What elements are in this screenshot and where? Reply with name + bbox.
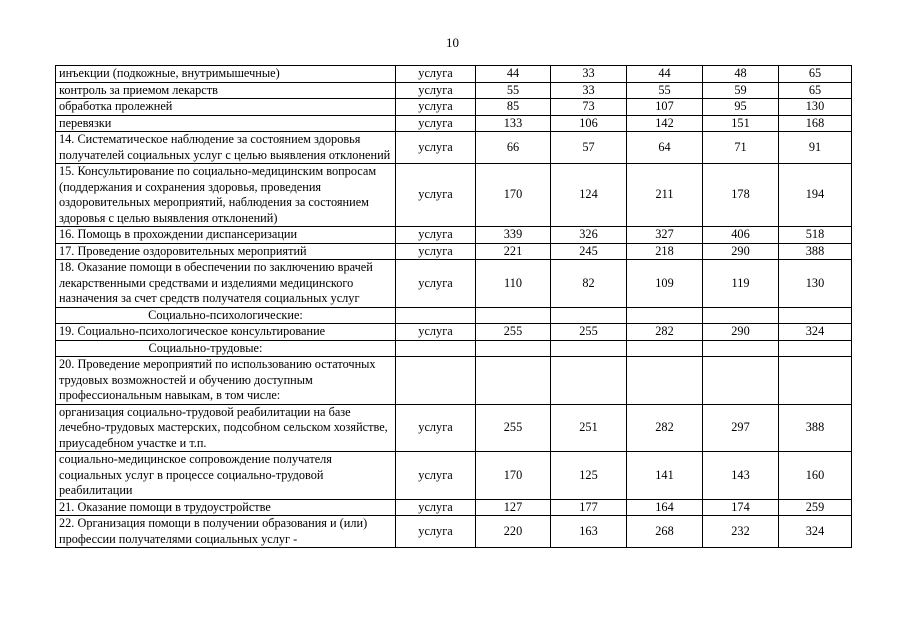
value-cell: 106 — [551, 115, 627, 132]
empty-cell — [779, 307, 852, 324]
empty-cell — [476, 340, 551, 357]
unit-cell: услуга — [396, 164, 476, 227]
unit-cell: услуга — [396, 516, 476, 548]
value-cell: 73 — [551, 99, 627, 116]
table-row — [56, 132, 852, 164]
value-cell: 290 — [703, 324, 779, 341]
value-cell: 245 — [551, 243, 627, 260]
service-name-cell: 14. Систематическое наблюдение за состоянием здоровья получателей социальных услуг с целью выявления отклонений — [56, 132, 396, 164]
value-cell — [476, 357, 551, 405]
value-cell: 44 — [627, 66, 703, 83]
value-cell: 124 — [551, 164, 627, 227]
empty-cell — [396, 307, 476, 324]
value-cell: 91 — [779, 132, 852, 164]
table-row — [56, 452, 852, 500]
table-row — [56, 324, 852, 341]
unit-cell: услуга — [396, 82, 476, 99]
service-name-cell: организация социально-трудовой реабилитации на базе лечебно-трудовых мастерских, подсобном сельском хозяйстве, приусадебном участке и т.п. — [56, 404, 396, 452]
value-cell: 55 — [476, 82, 551, 99]
service-name-cell: 22. Организация помощи в получении образования и (или) профессии получателями социальных услуг - — [56, 516, 396, 548]
unit-cell: услуга — [396, 227, 476, 244]
value-cell: 290 — [703, 243, 779, 260]
value-cell: 174 — [703, 499, 779, 516]
service-name-cell: перевязки — [56, 115, 396, 132]
value-cell: 55 — [627, 82, 703, 99]
value-cell: 71 — [703, 132, 779, 164]
value-cell: 127 — [476, 499, 551, 516]
empty-cell — [476, 307, 551, 324]
service-name-cell: 17. Проведение оздоровительных мероприятий — [56, 243, 396, 260]
empty-cell — [703, 340, 779, 357]
value-cell — [551, 357, 627, 405]
unit-cell: услуга — [396, 452, 476, 500]
table-row — [56, 82, 852, 99]
service-name-cell: 20. Проведение мероприятий по использованию остаточных трудовых возможностей и обучению доступным профессиональным навыкам, в том числе: — [56, 357, 396, 405]
value-cell: 130 — [779, 260, 852, 308]
value-cell: 220 — [476, 516, 551, 548]
value-cell: 268 — [627, 516, 703, 548]
table-row — [56, 499, 852, 516]
value-cell: 211 — [627, 164, 703, 227]
value-cell: 232 — [703, 516, 779, 548]
value-cell — [779, 357, 852, 405]
value-cell: 282 — [627, 324, 703, 341]
value-cell: 178 — [703, 164, 779, 227]
unit-cell: услуга — [396, 243, 476, 260]
empty-cell — [396, 340, 476, 357]
value-cell: 339 — [476, 227, 551, 244]
table-row — [56, 227, 852, 244]
value-cell: 57 — [551, 132, 627, 164]
table-row — [56, 66, 852, 83]
value-cell: 130 — [779, 99, 852, 116]
value-cell: 65 — [779, 82, 852, 99]
services-table — [55, 65, 852, 548]
empty-cell — [627, 307, 703, 324]
table-row — [56, 99, 852, 116]
service-name-cell: 15. Консультирование по социально-медицинским вопросам (поддержания и сохранения здоровья, проведения оздоровительных мероприятий, наблюдения за состоянием здоровья с целью выявления отклонений) — [56, 164, 396, 227]
section-heading: Социально-трудовые: — [148, 340, 263, 355]
value-cell: 163 — [551, 516, 627, 548]
section-row — [56, 340, 852, 357]
unit-cell: услуга — [396, 132, 476, 164]
value-cell: 324 — [779, 516, 852, 548]
section-row — [56, 307, 852, 324]
section-name-cell — [56, 307, 396, 324]
value-cell: 109 — [627, 260, 703, 308]
value-cell: 107 — [627, 99, 703, 116]
value-cell: 259 — [779, 499, 852, 516]
value-cell: 160 — [779, 452, 852, 500]
unit-cell: услуга — [396, 499, 476, 516]
value-cell: 65 — [779, 66, 852, 83]
unit-cell: услуга — [396, 66, 476, 83]
value-cell: 48 — [703, 66, 779, 83]
table-row — [56, 164, 852, 227]
section-heading: Социально-психологические: — [148, 307, 303, 322]
value-cell: 33 — [551, 82, 627, 99]
table-row — [56, 404, 852, 452]
value-cell: 388 — [779, 404, 852, 452]
empty-cell — [551, 340, 627, 357]
page-number: 10 — [446, 35, 459, 50]
service-name-cell: 21. Оказание помощи в трудоустройстве — [56, 499, 396, 516]
value-cell: 164 — [627, 499, 703, 516]
unit-cell: услуга — [396, 260, 476, 308]
table-row — [56, 260, 852, 308]
value-cell: 64 — [627, 132, 703, 164]
value-cell: 406 — [703, 227, 779, 244]
service-name-cell: 16. Помощь в прохождении диспансеризации — [56, 227, 396, 244]
value-cell: 85 — [476, 99, 551, 116]
value-cell — [703, 357, 779, 405]
table-row — [56, 115, 852, 132]
value-cell: 142 — [627, 115, 703, 132]
value-cell: 110 — [476, 260, 551, 308]
value-cell: 143 — [703, 452, 779, 500]
unit-cell: услуга — [396, 115, 476, 132]
table-row — [56, 357, 852, 405]
value-cell: 388 — [779, 243, 852, 260]
value-cell: 82 — [551, 260, 627, 308]
value-cell: 95 — [703, 99, 779, 116]
value-cell: 177 — [551, 499, 627, 516]
value-cell: 119 — [703, 260, 779, 308]
value-cell: 125 — [551, 452, 627, 500]
value-cell: 282 — [627, 404, 703, 452]
unit-cell — [396, 357, 476, 405]
table-row — [56, 243, 852, 260]
value-cell: 324 — [779, 324, 852, 341]
empty-cell — [627, 340, 703, 357]
value-cell: 141 — [627, 452, 703, 500]
value-cell: 168 — [779, 115, 852, 132]
value-cell: 66 — [476, 132, 551, 164]
value-cell: 518 — [779, 227, 852, 244]
unit-cell: услуга — [396, 404, 476, 452]
value-cell: 170 — [476, 452, 551, 500]
section-name-cell — [56, 340, 396, 357]
service-name-cell: обработка пролежней — [56, 99, 396, 116]
value-cell: 44 — [476, 66, 551, 83]
table-body — [56, 66, 852, 548]
value-cell: 327 — [627, 227, 703, 244]
empty-cell — [703, 307, 779, 324]
value-cell: 326 — [551, 227, 627, 244]
value-cell: 251 — [551, 404, 627, 452]
service-name-cell: контроль за приемом лекарств — [56, 82, 396, 99]
value-cell: 255 — [476, 404, 551, 452]
service-name-cell: инъекции (подкожные, внутримышечные) — [56, 66, 396, 83]
empty-cell — [779, 340, 852, 357]
value-cell: 59 — [703, 82, 779, 99]
value-cell: 194 — [779, 164, 852, 227]
unit-cell: услуга — [396, 99, 476, 116]
value-cell: 297 — [703, 404, 779, 452]
value-cell: 255 — [476, 324, 551, 341]
unit-cell: услуга — [396, 324, 476, 341]
value-cell: 133 — [476, 115, 551, 132]
value-cell: 218 — [627, 243, 703, 260]
service-name-cell: социально-медицинское сопровождение получателя социальных услуг в процессе социально-трудовой реабилитации — [56, 452, 396, 500]
value-cell: 255 — [551, 324, 627, 341]
value-cell — [627, 357, 703, 405]
table-row — [56, 516, 852, 548]
value-cell: 170 — [476, 164, 551, 227]
service-name-cell: 19. Социально-психологическое консультирование — [56, 324, 396, 341]
value-cell: 33 — [551, 66, 627, 83]
empty-cell — [551, 307, 627, 324]
service-name-cell: 18. Оказание помощи в обеспечении по заключению врачей лекарственными средствами и изделиями медицинского назначения за счет средств получателя социальных услуг — [56, 260, 396, 308]
value-cell: 151 — [703, 115, 779, 132]
value-cell: 221 — [476, 243, 551, 260]
